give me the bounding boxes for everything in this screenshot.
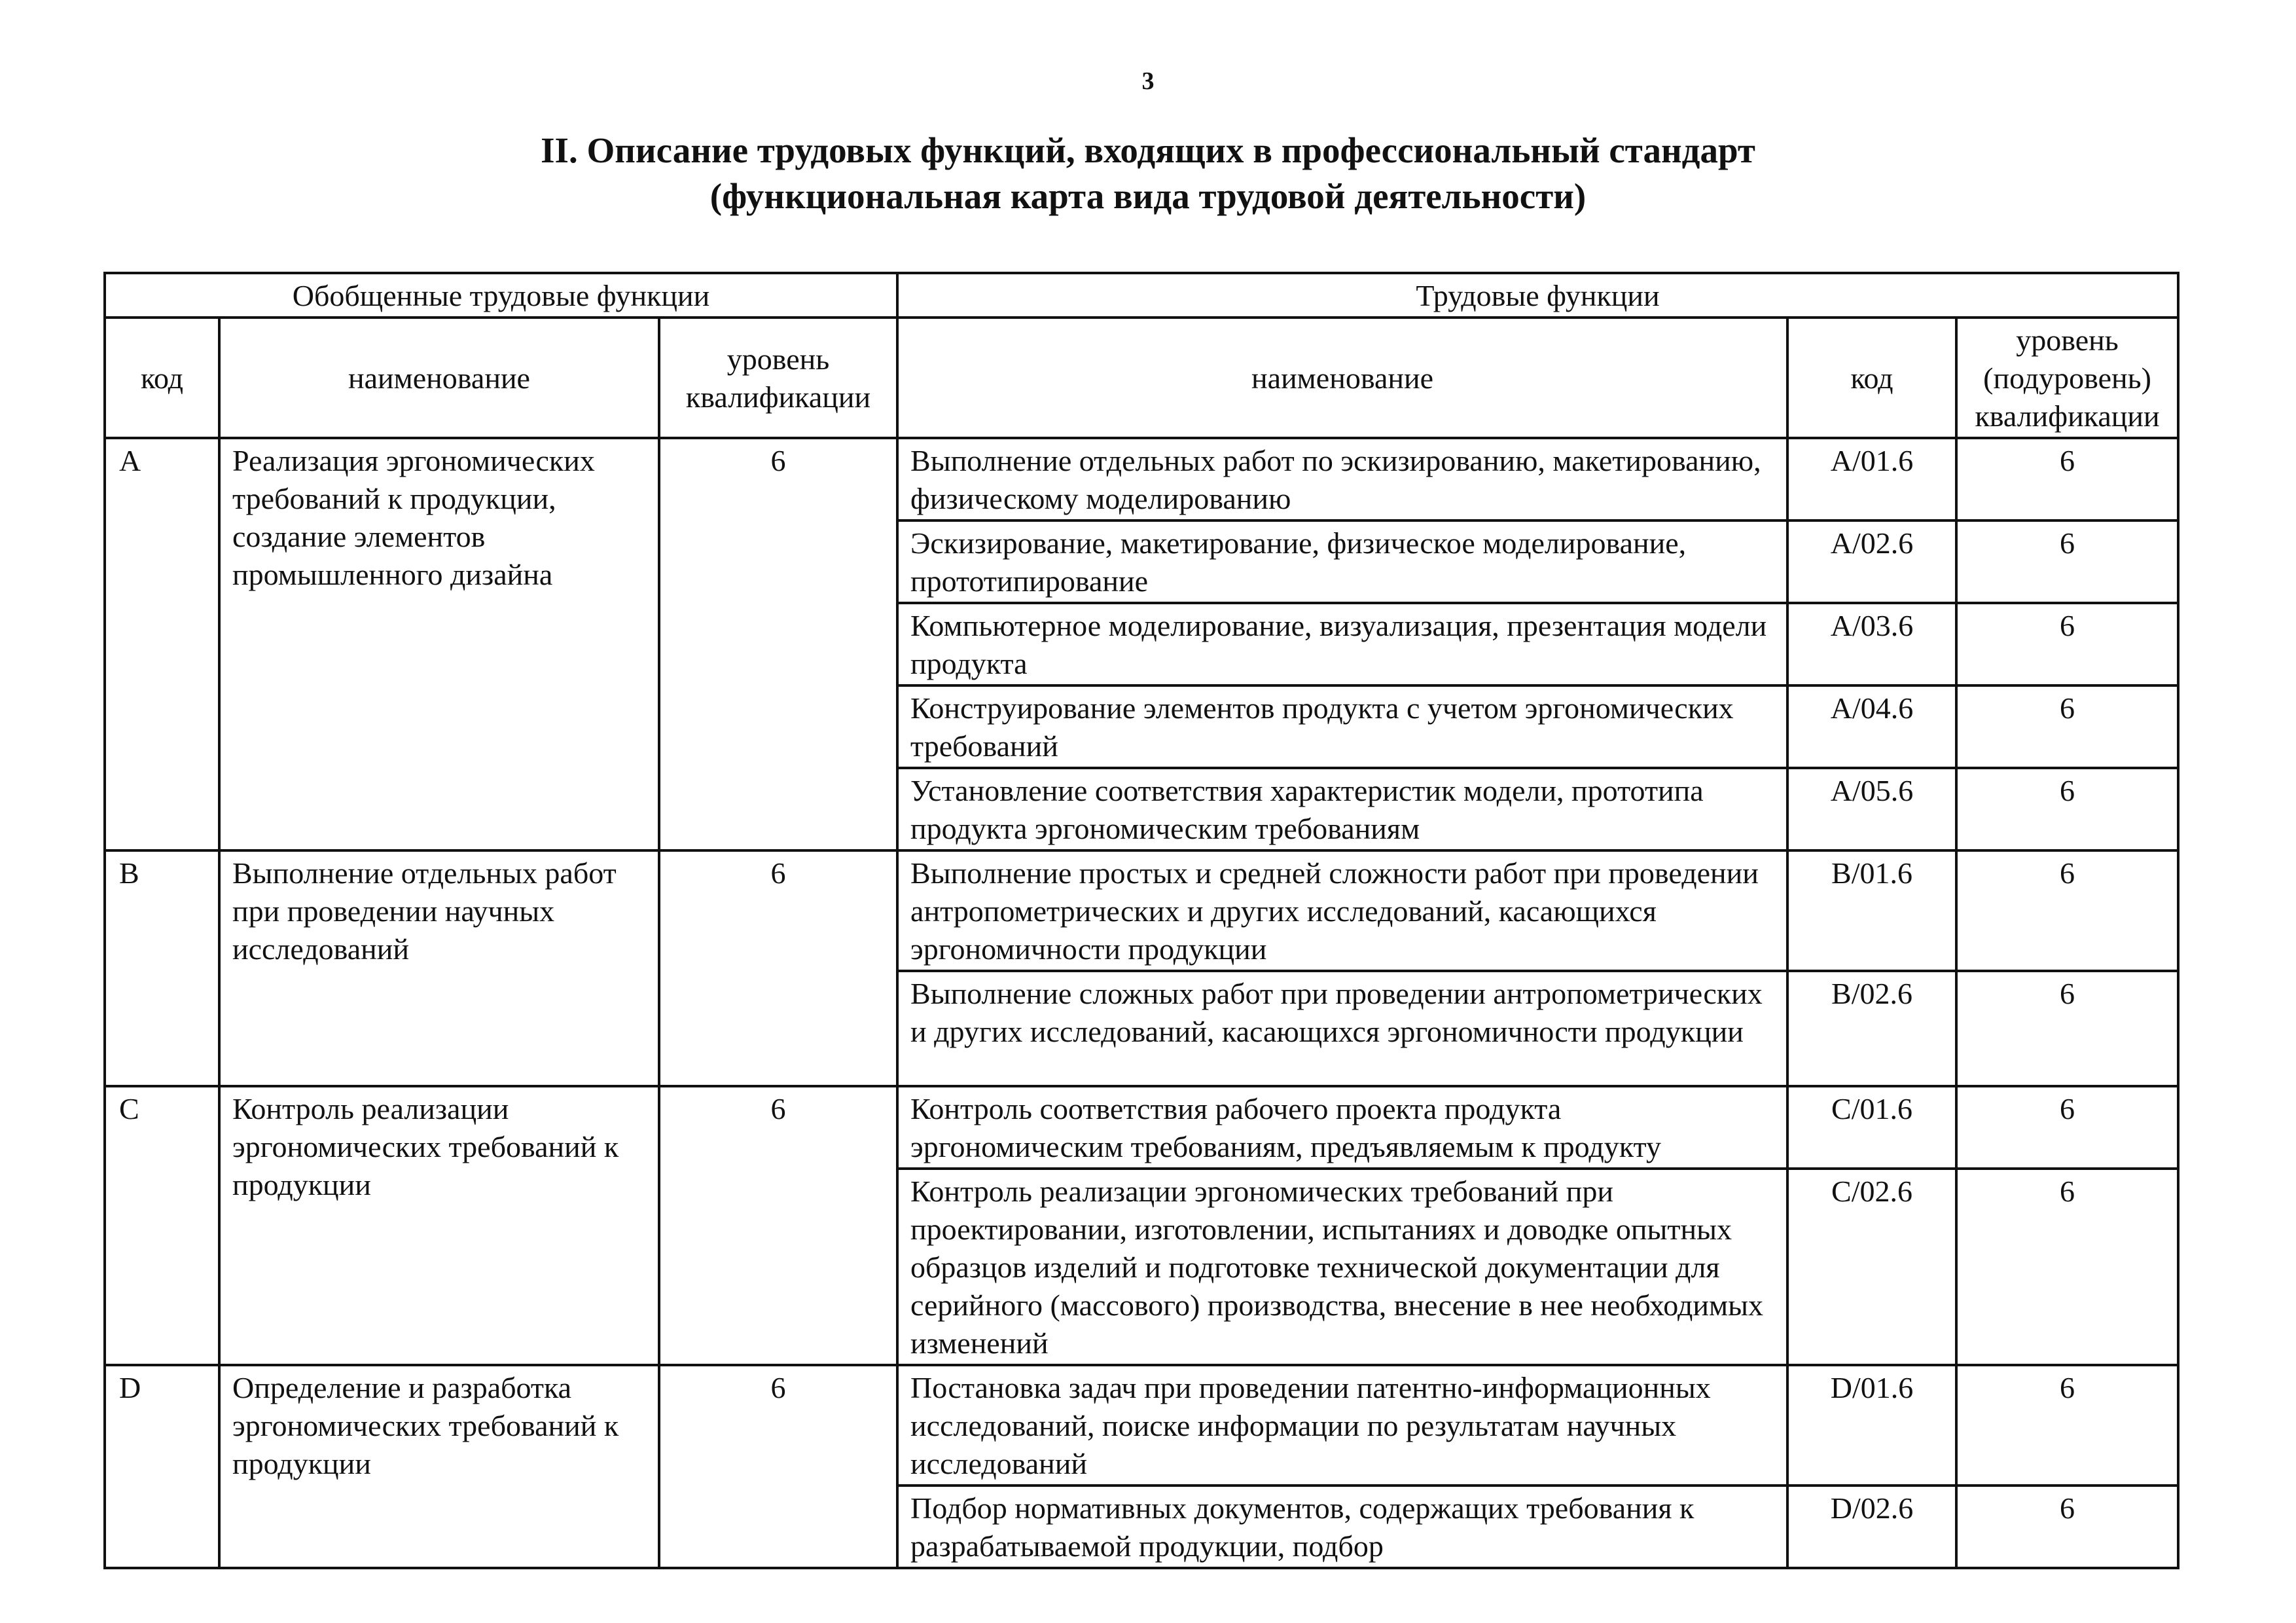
tf-code: D/02.6 <box>1787 1486 1956 1568</box>
otf-name: Контроль реализации эргономических требований к продукции <box>219 1086 659 1365</box>
tf-level: 6 <box>1956 1486 2178 1568</box>
tf-code: B/02.6 <box>1787 971 1956 1086</box>
otf-code: C <box>105 1086 219 1365</box>
otf-level: 6 <box>659 1365 897 1568</box>
tf-code: C/01.6 <box>1787 1086 1956 1169</box>
tf-name: Контроль реализации эргономических требований при проектировании, изготовлении, испытаниях и доводке опытных образцов изделий и подготовке технической документации для серийного (массового) производства, внесение в нее необходимых изменений <box>897 1169 1787 1365</box>
table-row <box>105 850 2178 971</box>
tf-name-header: наименование <box>897 318 1787 438</box>
otf-name-header: наименование <box>219 318 659 438</box>
table-row <box>105 1365 2178 1486</box>
otf-code-header: код <box>105 318 219 438</box>
tf-name: Конструирование элементов продукта с учетом эргономических требований <box>897 685 1787 768</box>
tf-code: B/01.6 <box>1787 850 1956 971</box>
tf-level: 6 <box>1956 768 2178 850</box>
tf-level: 6 <box>1956 520 2178 603</box>
tf-code: A/04.6 <box>1787 685 1956 768</box>
labor-functions-header: Трудовые функции <box>897 273 2178 318</box>
section-title-line-2: (функциональная карта вида трудовой деятельности) <box>709 176 1587 216</box>
tf-code: D/01.6 <box>1787 1365 1956 1486</box>
tf-name: Выполнение сложных работ при проведении антропометрических и других исследований, касающихся эргономичности продукции <box>897 971 1787 1086</box>
generalized-functions-header: Обобщенные трудовые функции <box>105 273 897 318</box>
tf-name: Компьютерное моделирование, визуализация, презентация модели продукта <box>897 603 1787 685</box>
otf-code: B <box>105 850 219 1086</box>
tf-level: 6 <box>1956 438 2178 520</box>
otf-level: 6 <box>659 438 897 850</box>
tf-code: A/02.6 <box>1787 520 1956 603</box>
tf-level: 6 <box>1956 603 2178 685</box>
otf-level: 6 <box>659 850 897 1086</box>
otf-level: 6 <box>659 1086 897 1365</box>
tf-level: 6 <box>1956 850 2178 971</box>
tf-level: 6 <box>1956 1169 2178 1365</box>
page-number: 3 <box>1141 67 1155 95</box>
section-title-line-1: II. Описание трудовых функций, входящих в профессиональный стандарт <box>541 130 1755 170</box>
tf-name: Подбор нормативных документов, содержащих требования к разрабатываемой продукции, подбор <box>897 1486 1787 1568</box>
otf-name: Определение и разработка эргономических требований к продукции <box>219 1365 659 1568</box>
tf-level: 6 <box>1956 1086 2178 1169</box>
tf-name: Постановка задач при проведении патентно-информационных исследований, поиске информации по результатам научных исследований <box>897 1365 1787 1486</box>
tf-name: Контроль соответствия рабочего проекта продукта эргономическим требованиям, предъявляемым к продукту <box>897 1086 1787 1169</box>
tf-code: C/02.6 <box>1787 1169 1956 1365</box>
tf-code: A/01.6 <box>1787 438 1956 520</box>
table-row <box>105 438 2178 520</box>
otf-level-header: уровень квалификации <box>659 318 897 438</box>
otf-name: Реализация эргономических требований к продукции, создание элементов промышленного дизайна <box>219 438 659 850</box>
otf-name: Выполнение отдельных работ при проведении научных исследований <box>219 850 659 1086</box>
section-title <box>0 128 2296 219</box>
tf-level: 6 <box>1956 1365 2178 1486</box>
otf-code: A <box>105 438 219 850</box>
tf-code: A/05.6 <box>1787 768 1956 850</box>
column-header-row <box>105 318 2178 438</box>
tf-name: Выполнение простых и средней сложности работ при проведении антропометрических и других исследований, касающихся эргономичности продукции <box>897 850 1787 971</box>
tf-code-header: код <box>1787 318 1956 438</box>
tf-code: A/03.6 <box>1787 603 1956 685</box>
tf-level: 6 <box>1956 685 2178 768</box>
group-header-row <box>105 273 2178 318</box>
tf-name: Эскизирование, макетирование, физическое моделирование, прототипирование <box>897 520 1787 603</box>
functional-map-table <box>103 272 2179 1569</box>
tf-level-header: уровень (подуровень) квалификации <box>1956 318 2178 438</box>
otf-code: D <box>105 1365 219 1568</box>
tf-name: Установление соответствия характеристик модели, прототипа продукта эргономическим требованиям <box>897 768 1787 850</box>
tf-level: 6 <box>1956 971 2178 1086</box>
table-row <box>105 1086 2178 1169</box>
tf-name: Выполнение отдельных работ по эскизированию, макетированию, физическому моделированию <box>897 438 1787 520</box>
